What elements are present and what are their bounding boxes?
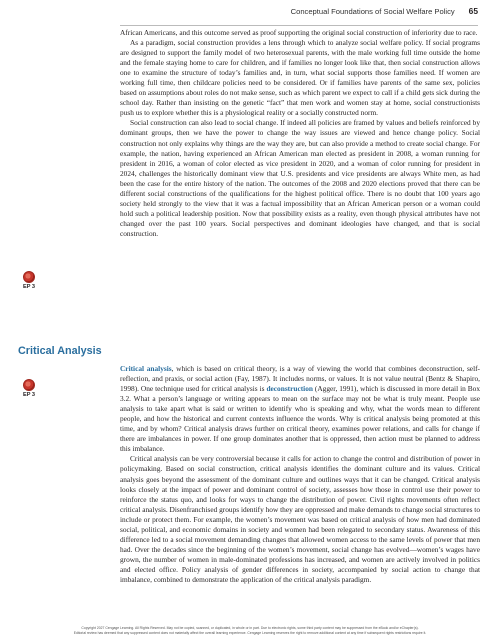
paragraph: Critical analysis can be very controversial because it calls for action to change the control and distribution of power in policymaking. Based on social construction, critical analysis identifies the dominant culture and its values. Critical analysis goes beyond the assessment of the dominant culture and outlines ways that it can be changed. Critical analysis looks closely at the impact of power and dominant control of society, assesses how those in control use their power to reinforce the status quo, and looks for ways to change the distribution of power. Civil rights movements often reflect critical analysis. Disenfranchised groups identify how they are oppressed and make demands to change social structures to include or protect them. For example, the women’s movement was based on critical analysis of how men had dominated social, political, and economic domains in society and women had been relegated to secondary status. Awareness of this difference led to a social movement demanding changes that allowed women access to the same levels of power that men had. Over the decades since the beginning of the women’s movement, social change has evolved—women’s wages have grown, the number of women in male-dominated professions has increased, and women are actively involved in politics and elected office. Policy analysis of gender differences in society, accompanied by social action to change that imbalance, combined to demonstrate the application of the critical analysis paradigm. bbox=[120, 454, 480, 584]
running-title: Conceptual Foundations of Social Welfare Policy bbox=[290, 7, 455, 16]
copyright-footer bbox=[10, 626, 490, 635]
critical-analysis-text bbox=[120, 364, 480, 585]
ep-label: EP 3 bbox=[22, 284, 36, 290]
paragraph: As a paradigm, social construction provides a lens through which to analyze social welfare policy. If social programs are designed to support the family model of two heterosexual parents, with the male working full time outside the home and the female staying home to care for children, and if families no longer look like that, then social construction allows one to examine the structure of today’s families and, in turn, what social supports those families need. If women are working full time, then childcare policies need to be considered. Or if families have parents of the same sex, policies based on assumptions about roles do not make sense, such as which parent we expect to call if a child gets sick during the school day. Rather than insisting on the genetic “fact” that men work and women stay at home, social constructionists push us to explore whether this is a physiological reality or a socially constructed norm. bbox=[120, 38, 480, 118]
footer-line: Editorial review has deemed that any suppressed content does not materially affect the overall learning experience. Cengage Learning reserves the right to remove additional content at any time if subsequent rights restrictions require it. bbox=[73, 630, 427, 635]
paragraph: Social construction can also lead to social change. If indeed all policies are framed by values and beliefs reinforced by dominant groups, then we have the power to change the way issues are viewed and hence change policy. Social construction not only explains why things are the way they are, but can also provide a method to create social change. For example, the nation, having experienced an African American man elected as president in 2008, a woman running for president in 2016, a woman of color elected as vice president in 2020, and a woman of color running for president in 2024, challenges the historically dominant view that U.S. presidents and vice presidents are always White men, as had been the case for the entire history of the nation. The outcomes of the 2008 and 2020 elections proved that there can be different social constructions of the qualifications for the highest political office. There is no doubt that 100 years ago society held strongly to the view that it was a factual impossibility that an African American person or a woman could hold such a political leadership position. Now that possibility exists as a reality, even though physical attributes have not changed over the past 100 years. Social perspectives and dominant ideologies have changed, and that is social construction. bbox=[120, 118, 480, 238]
ep-3-icon bbox=[22, 379, 36, 398]
paragraph bbox=[120, 364, 480, 454]
text-run: (Agger, 1991), which is discussed in more detail in Box 3.2. What a person’s language or writing appears to mean on the surface may not be what is truly meant. People use analysis to take apart what is said or written to identify who is speaking and why, what the words mean to different people, and how the historical and current contexts influence the words. Why is critical analysis being promoted at this time, and by whom? Critical analysis draws further on critical theory, examines power relations, and calls for change if there are imbalances in power. If one group dominates another that is oppressed, then action must be planned to address this imbalance. bbox=[120, 384, 480, 454]
ep-3-icon bbox=[22, 271, 36, 290]
page-header bbox=[138, 6, 478, 24]
section-heading: Critical Analysis bbox=[18, 345, 102, 357]
header-rule bbox=[120, 25, 478, 26]
page-number: 65 bbox=[468, 6, 478, 16]
paragraph: African Americans, and this outcome served as proof supporting the original social construction of inferiority due to race. bbox=[120, 28, 478, 37]
ep-badge-icon bbox=[23, 379, 35, 391]
key-term: deconstruction bbox=[266, 384, 313, 394]
key-term: Critical analysis bbox=[120, 364, 172, 373]
social-construction-text bbox=[120, 28, 480, 239]
footer-line: Copyright 2027 Cengage Learning. All Rights Reserved. May not be copied, scanned, or duplicated, in whole or in part. Due to electronic rights, some third party content may be suppressed from the eBook and/or eChapter(s). bbox=[81, 626, 419, 630]
text-run: , which is based on critical theory, is a way of viewing the world that combines deconstruction, self-reflection, and praxis, or social action (Fay, 1987). It includes norms, or values. It is not value neutral (Bentz & Shapiro, 1998). One technique used for critical analysis is bbox=[120, 364, 480, 394]
ep-label: EP 3 bbox=[22, 392, 36, 398]
ep-badge-icon bbox=[23, 271, 35, 283]
